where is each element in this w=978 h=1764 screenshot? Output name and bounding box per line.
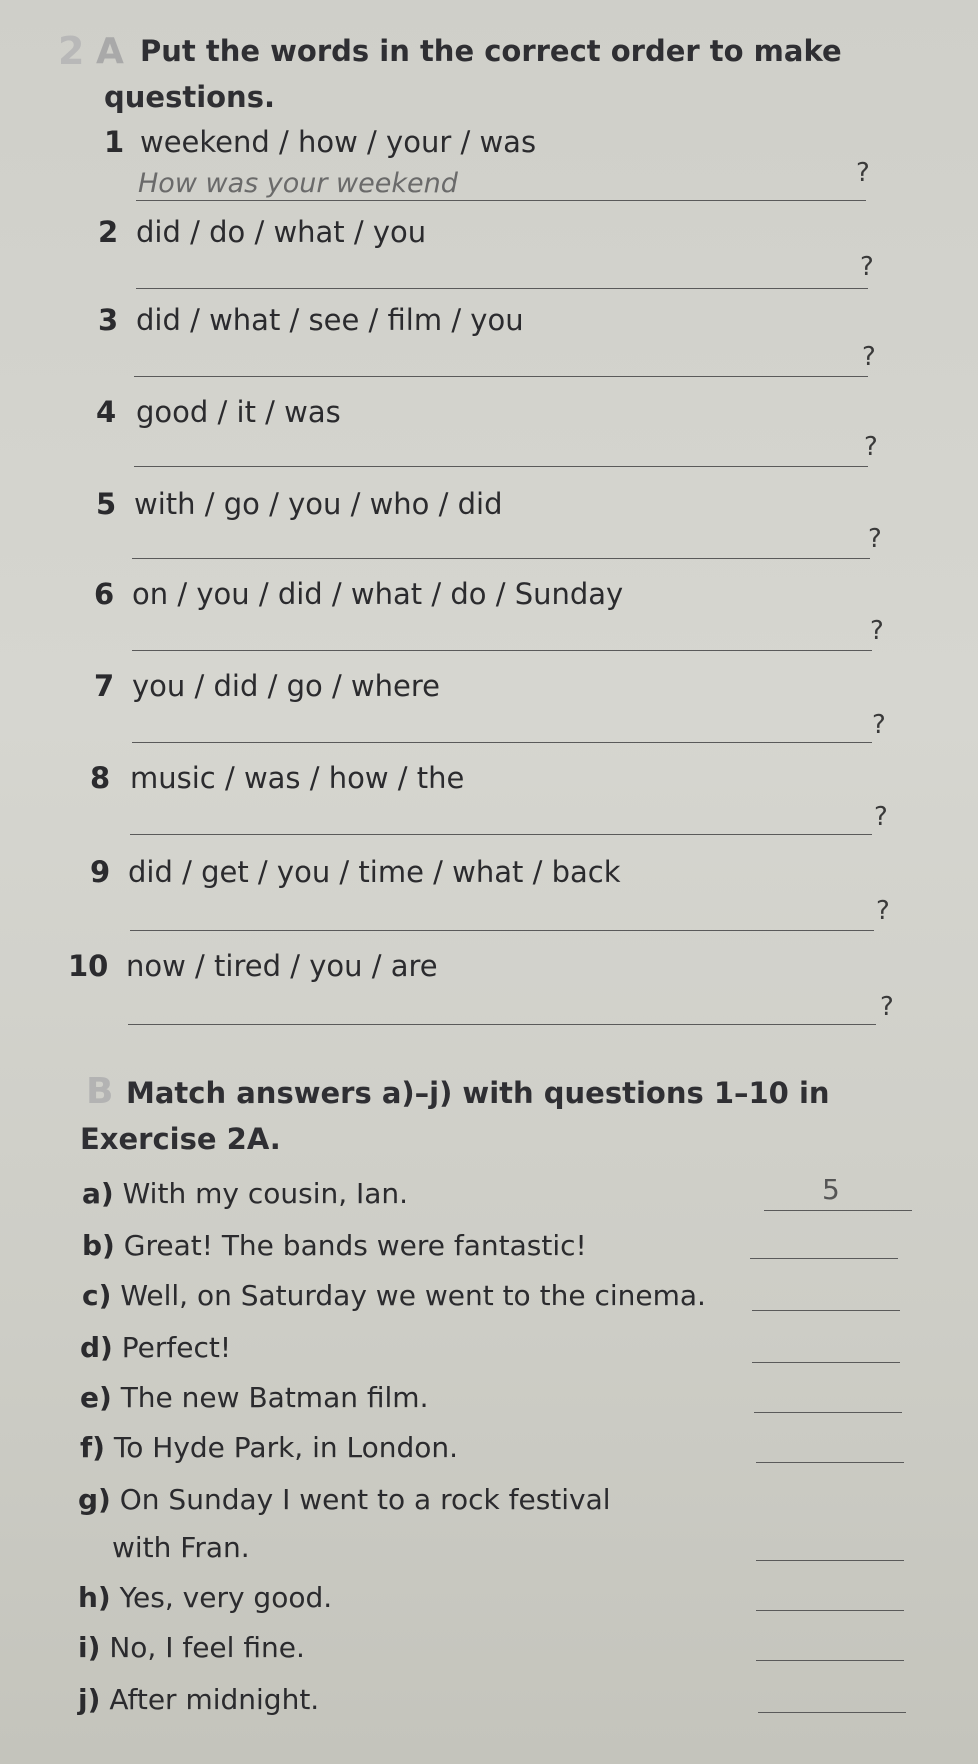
question-mark: ? — [880, 992, 894, 1022]
question-prompt: did / what / see / film / you — [136, 303, 524, 337]
answer-line[interactable] — [132, 742, 872, 743]
match-letter: i) — [78, 1631, 101, 1664]
match-letter: d) — [80, 1331, 113, 1364]
match-letter: b) — [82, 1229, 115, 1262]
question-number: 6 — [94, 577, 115, 611]
question-mark: ? — [856, 158, 870, 188]
question-prompt: with / go / you / who / did — [134, 487, 503, 521]
match-text: The new Batman film. — [120, 1381, 429, 1414]
answer-line[interactable] — [132, 650, 872, 651]
question-number: 5 — [96, 487, 117, 521]
match-text: No, I feel fine. — [109, 1631, 305, 1664]
match-text: On Sunday I went to a rock festival — [119, 1483, 611, 1516]
match-letter: j) — [78, 1683, 101, 1716]
answer-line[interactable] — [134, 376, 868, 377]
match-item — [78, 1581, 333, 1614]
match-text: Perfect! — [121, 1331, 232, 1364]
answer-line[interactable] — [132, 558, 870, 559]
match-answer-line[interactable] — [756, 1610, 904, 1611]
part-a-letter: A — [96, 31, 124, 72]
question-number: 2 — [98, 215, 119, 249]
question-number: 4 — [96, 395, 117, 429]
question-number: 1 — [104, 125, 125, 159]
part-a-instruction-line1: Put the words in the correct order to make — [140, 34, 842, 68]
match-item — [82, 1177, 409, 1210]
match-text: To Hyde Park, in London. — [113, 1431, 459, 1464]
match-text: With my cousin, Ian. — [122, 1177, 409, 1210]
match-item — [80, 1381, 429, 1414]
match-answer-line[interactable] — [756, 1560, 904, 1561]
match-answer-line[interactable] — [752, 1362, 900, 1363]
answer-line[interactable] — [130, 930, 874, 931]
match-answer: 5 — [822, 1173, 840, 1206]
match-letter: a) — [82, 1177, 114, 1210]
answer-line[interactable] — [136, 288, 868, 289]
match-item — [82, 1279, 706, 1312]
question-mark: ? — [860, 252, 874, 282]
match-text: Well, on Saturday we went to the cinema. — [120, 1279, 706, 1312]
question-number: 7 — [94, 669, 115, 703]
question-prompt: now / tired / you / are — [126, 949, 438, 983]
match-item — [80, 1431, 459, 1464]
part-a-instruction-line2: questions. — [104, 80, 275, 114]
answer-line[interactable] — [128, 1024, 876, 1025]
question-prompt: music / was / how / the — [130, 761, 465, 795]
match-answer-line[interactable] — [758, 1712, 906, 1713]
match-letter: c) — [82, 1279, 112, 1312]
answer-line[interactable] — [130, 834, 872, 835]
question-mark: ? — [870, 616, 884, 646]
exercise-number: 2 — [58, 29, 85, 73]
example-answer: How was your weekend — [138, 168, 458, 199]
question-prompt: did / get / you / time / what / back — [128, 855, 621, 889]
match-item — [78, 1483, 611, 1516]
part-b-letter: B — [86, 1071, 114, 1112]
question-mark: ? — [876, 896, 890, 926]
match-item — [78, 1631, 305, 1664]
question-prompt: you / did / go / where — [132, 669, 440, 703]
question-mark: ? — [874, 802, 888, 832]
question-prompt: weekend / how / your / was — [140, 125, 537, 159]
question-number: 3 — [98, 303, 119, 337]
question-number: 10 — [68, 949, 109, 983]
match-answer-line[interactable] — [750, 1258, 898, 1259]
match-item — [82, 1229, 587, 1262]
answer-line[interactable] — [136, 200, 866, 201]
question-mark: ? — [864, 432, 878, 462]
question-mark: ? — [862, 342, 876, 372]
match-letter: e) — [80, 1381, 112, 1414]
question-prompt: did / do / what / you — [136, 215, 427, 249]
answer-line[interactable] — [134, 466, 868, 467]
match-item — [78, 1683, 320, 1716]
part-b-instruction-line1: Match answers a)–j) with questions 1–10 in — [126, 1076, 830, 1110]
match-answer-line[interactable] — [756, 1462, 904, 1463]
question-prompt: good / it / was — [136, 395, 341, 429]
question-number: 9 — [90, 855, 111, 889]
match-text-continued: with Fran. — [112, 1531, 250, 1564]
match-answer-line[interactable] — [764, 1210, 912, 1211]
question-mark: ? — [872, 710, 886, 740]
match-answer-line[interactable] — [754, 1412, 902, 1413]
match-answer-line[interactable] — [752, 1310, 900, 1311]
question-mark: ? — [868, 524, 882, 554]
question-prompt: on / you / did / what / do / Sunday — [132, 577, 624, 611]
match-text: Yes, very good. — [119, 1581, 333, 1614]
match-letter: f) — [80, 1431, 105, 1464]
match-letter: g) — [78, 1483, 111, 1516]
match-answer-line[interactable] — [756, 1660, 904, 1661]
match-text: Great! The bands were fantastic! — [123, 1229, 587, 1262]
match-item — [80, 1331, 232, 1364]
match-text: After midnight. — [109, 1683, 320, 1716]
part-b-instruction-line2: Exercise 2A. — [80, 1122, 281, 1156]
question-number: 8 — [90, 761, 111, 795]
match-letter: h) — [78, 1581, 111, 1614]
